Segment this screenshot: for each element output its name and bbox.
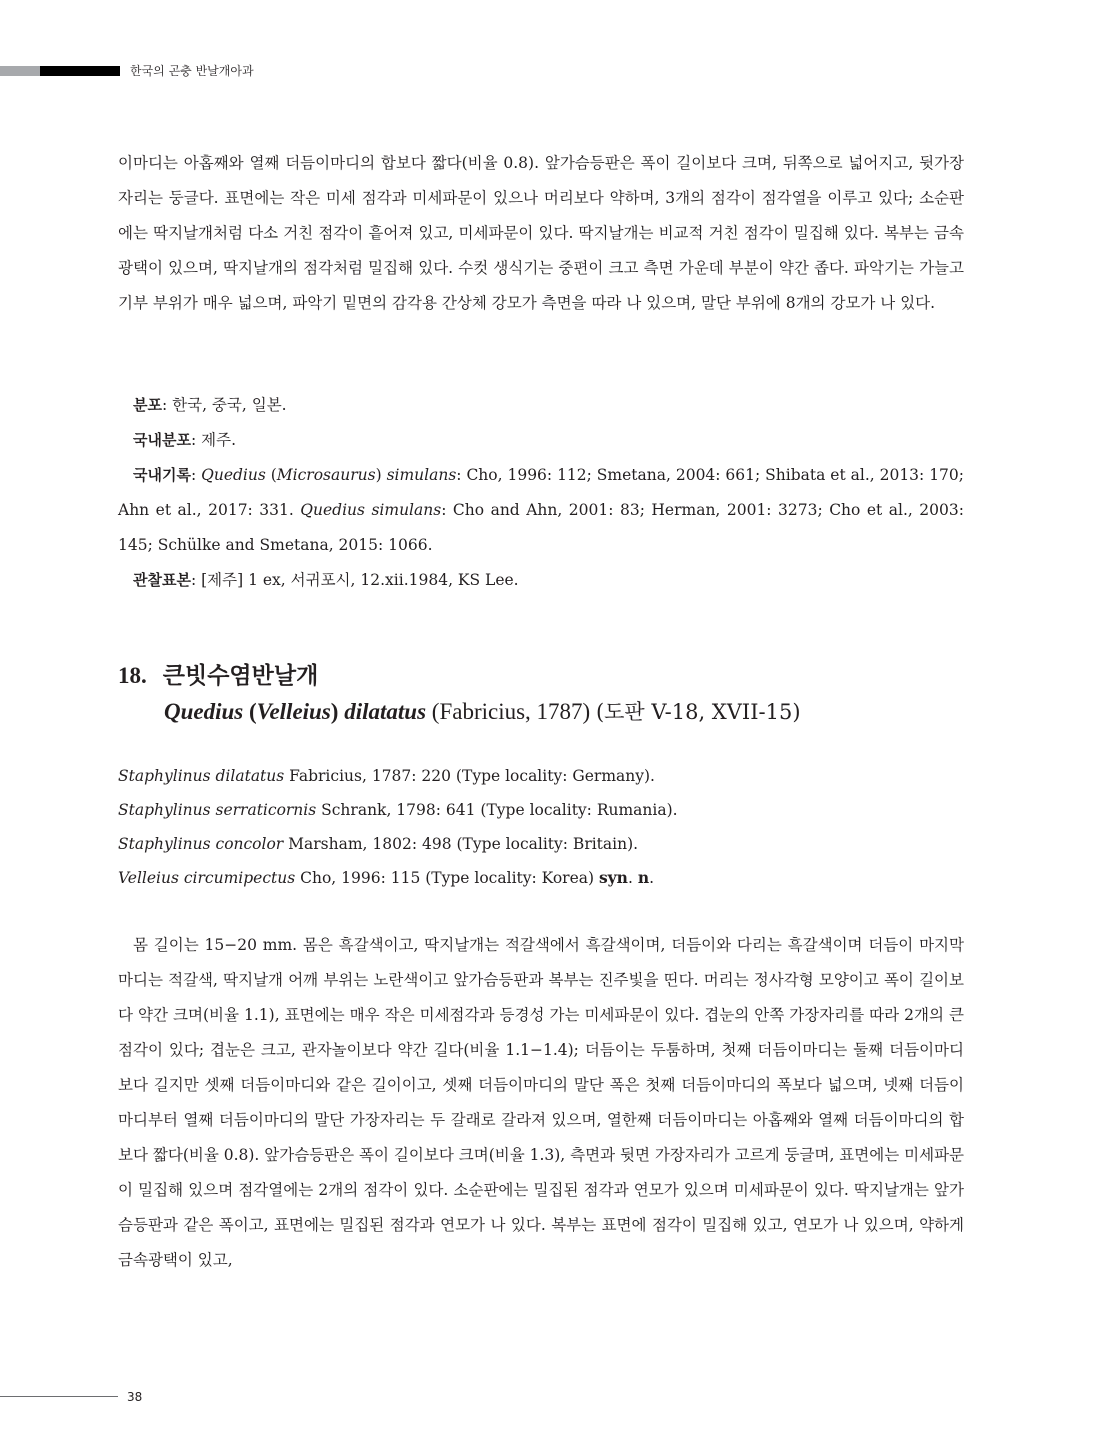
synonym-line xyxy=(118,793,678,827)
specimens-value: : [제주] 1 ex, 서귀포시, 12.xii.1984, KS Lee. xyxy=(190,571,519,589)
record-refs-2: : Cho and Ahn, 2001: 83; Herman, 2001: 3273; Cho et al., 2003: 145; Schülke and Smetana, 2015: 1066. xyxy=(118,501,964,554)
synonym-name: Staphylinus concolor xyxy=(118,835,284,853)
description-paragraph-1: 이마디는 아홉째와 열째 더듬이마디의 합보다 짧다(비율 0.8). 앞가슴등판은 폭이 길이보다 크며, 뒤쪽으로 넓어지고, 뒷가장자리는 둥글다. 표면에는 작은 미세 점각과 미세파문이 있으나 머리보다 약하며, 3개의 점각이 점각열을 이루고 있다; 소순판에는 딱지날개처럼 다소 거친 점각이 흩어져 있고, 미세파문이 있다. 딱지날개는 비교적 거친 점각이 밀집해 있다. 복부는 금속광택이 있으며, 딱지날개의 점각처럼 밀집해 있다. 수컷 생식기는 중편이 크고 측면 가운데 부분이 약간 좁다. 파악기는 가늘고 기부 부위가 매우 넓으며, 파악기 밑면의 감각용 간상체 강모가 측면을 따라 나 있으며, 말단 부위에 8개의 강모가 나 있다. xyxy=(118,154,964,312)
synonym-name: Staphylinus serraticornis xyxy=(118,801,317,819)
footer-rule xyxy=(0,1396,118,1397)
species-scientific-name xyxy=(164,694,801,730)
header-bar-gray xyxy=(0,66,40,76)
species-subgenus: Velleius xyxy=(256,699,331,724)
subgenus-paren-open: ( xyxy=(243,699,257,724)
species-epithet: dilatatus xyxy=(338,699,427,724)
synonym-syn-mark: syn xyxy=(598,868,628,887)
synonym-line xyxy=(118,827,638,861)
distribution-value: : 한국, 중국, 일본. xyxy=(161,396,287,414)
domestic-distribution-value: : 제주. xyxy=(190,431,236,449)
species-heading xyxy=(118,658,318,694)
synonym-dot: . xyxy=(627,869,638,887)
synonym-citation: Schrank, 1798: 641 (Type locality: Rumania). xyxy=(316,801,678,819)
record-paren-close: ) xyxy=(375,466,382,484)
record-name-2: Quedius simulans xyxy=(300,501,442,519)
record-paren-open: ( xyxy=(265,466,277,484)
synonym-citation: Marsham, 1802: 498 (Type locality: Britain). xyxy=(283,835,639,853)
species-korean-name: 큰빗수염반날개 xyxy=(162,663,319,689)
synonym-name: Staphylinus dilatatus xyxy=(118,767,285,785)
distribution xyxy=(133,388,287,423)
domestic-distribution-label: 국내분포 xyxy=(133,431,191,449)
species-author: (Fabricius, 1787) xyxy=(426,699,596,724)
synonym-citation: Cho, 1996: 115 (Type locality: Korea) xyxy=(295,869,599,887)
running-header: 한국의 곤충 반날개아과 xyxy=(130,64,254,78)
subgenus-paren-close: ) xyxy=(330,699,339,724)
description-paragraph-2: 몸 길이는 15−20 mm. 몸은 흑갈색이고, 딱지날개는 적갈색에서 흑갈색이며, 더듬이와 다리는 흑갈색이며 더듬이 마지막 마디는 적갈색, 딱지날개 어깨 부위는 노란색이고 앞가슴등판과 복부는 진주빛을 띤다. 머리는 정사각형 모양이고 폭이 길이보다 약간 크며(비율 1.1), 표면에는 매우 작은 미세점각과 등경성 가는 미세파문이 있다. 겹눈의 안쪽 가장자리를 따라 2개의 큰 점각이 있다; 겹눈은 크고, 관자놀이보다 약간 길다(비율 1.1−1.4); 더듬이는 두툼하며, 첫째 더듬이마디는 둘째 더듬이마디보다 길지만 셋째 더듬이마디와 같은 길이이고, 셋째 더듬이마디의 말단 폭은 첫째 더듬이마디의 폭보다 넓으며, 넷째 더듬이마디부터 열째 더듬이마디의 말단 가장자리는 두 갈래로 갈라져 있으며, 열한째 더듬이마디는 아홉째와 열째 더듬이마디의 합보다 짧다(비율 0.8). 앞가슴등판은 폭이 길이보다 크며(비율 1.3), 측면과 뒷면 가장자리가 고르게 둥글며, 표면에는 미세파문이 밀집해 있으며 점각열에는 2개의 점각이 있다. 소순판에는 밀집된 점각과 연모가 있으며 미세파문이 있다. 딱지날개는 앞가슴등판과 같은 폭이고, 표면에는 밀집된 점각과 연모가 나 있다. 복부는 표면에 점각이 밀집해 있고, 연모가 나 있으며, 약하게 금속광택이 있고, xyxy=(118,936,965,1269)
synonym-line xyxy=(118,759,655,793)
page-number: 38 xyxy=(127,1390,143,1404)
synonym-citation: Fabricius, 1787: 220 (Type locality: Germany). xyxy=(284,767,655,785)
domestic-distribution xyxy=(133,423,236,458)
specimens-label: 관찰표본 xyxy=(133,571,191,589)
record-subgenus: Microsaurus xyxy=(276,466,376,484)
domestic-records-separator: : xyxy=(190,466,202,484)
synonym-end: . xyxy=(649,869,655,887)
record-species: simulans xyxy=(381,466,457,484)
species-genus: Quedius xyxy=(164,699,244,724)
examined-specimens xyxy=(133,563,519,598)
domestic-records-label: 국내기록 xyxy=(133,466,191,484)
distribution-label: 분포 xyxy=(133,396,162,414)
record-refs-1: : Cho, 1996: 112; Smetana, 2004: 661; Shibata et al., 2013: 170; Ahn et al., 2017: 331. xyxy=(118,466,964,519)
species-plate-ref: (도판 V-18, XVII-15) xyxy=(595,700,801,724)
synonym-name: Velleius circumipectus xyxy=(118,869,296,887)
species-number: 18. xyxy=(118,663,147,688)
header-bar-black xyxy=(40,66,120,76)
record-genus: Quedius xyxy=(201,466,266,484)
domestic-records xyxy=(118,458,964,563)
synonym-n-mark: n xyxy=(637,868,650,887)
synonym-line xyxy=(118,861,654,895)
